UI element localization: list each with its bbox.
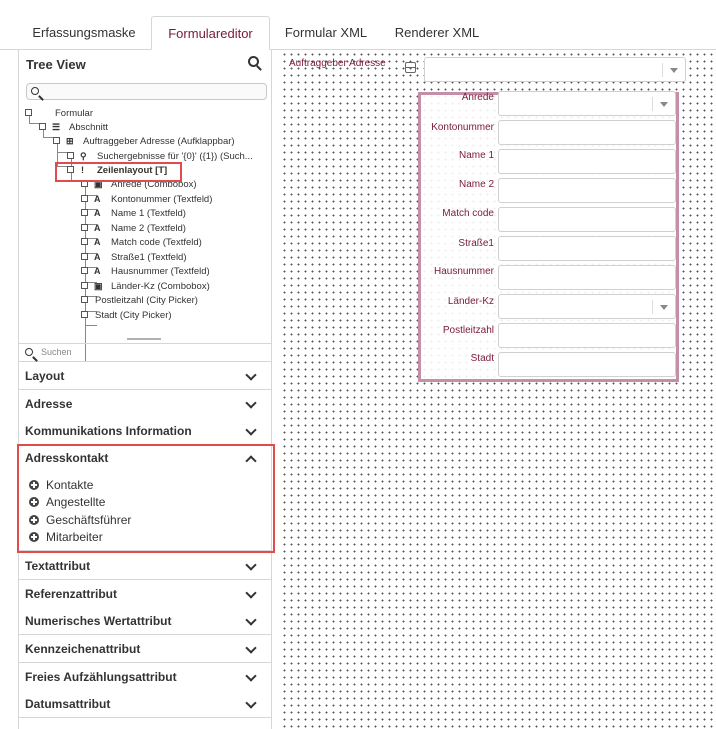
tree-view-header [19,50,271,78]
chevron-down-icon [245,670,256,681]
tree: Formular ☰ Abschnitt ⊞ Auftraggeber Adresse (Aufklappbar) ⚲ Suchergebnisse für '{0}' ({1}) (Such... ! Zeilenlayout [T] ▣ Anrede (Combobox) A Kontonummer (Textfeld) A Name 1 (Textfeld) A Name 2 (Textfeld) A Match code (Textfeld) A Straße1 (Textfeld) A Hausnummer (Textfeld) ▣ Länder-Kz (Combobox) Postleitzahl (City Picker) Stadt (City Picker) [19,102,271,382]
tab-formular-xml[interactable]: Formular XML [284,25,368,40]
section-adresse[interactable]: Adresse [19,390,271,418]
kontonummer-field[interactable] [498,120,676,145]
textfield-icon: A [94,266,101,276]
anrede-combobox[interactable] [498,91,676,116]
strasse1-field[interactable] [498,236,676,261]
field-label: Name 2 [458,179,494,190]
textfield-icon: A [94,194,101,204]
chevron-down-icon [245,397,256,408]
chevron-down-icon [245,559,256,570]
expand-icon: ⊞ [66,136,74,146]
chevron-down-icon [660,305,668,310]
field-label: Länder-Kz [447,296,494,307]
field-label: Stadt [470,353,494,364]
tree-view-title: Tree View [26,57,86,72]
chevron-down-icon [245,697,256,708]
match-code-field[interactable] [498,207,676,232]
chevron-down-icon [245,424,256,435]
textfield-icon: A [94,223,101,233]
tab-bar [0,0,716,50]
search-icon [31,87,39,95]
list-icon: ☰ [52,122,61,132]
hausnummer-field[interactable] [498,265,676,290]
field-label: Hausnummer [433,266,494,277]
section-combobox[interactable] [424,57,686,82]
highlight-box [55,162,182,182]
section-kennzeichenattribut[interactable]: Kennzeichenattribut [19,635,271,663]
section-label: Auftraggeber Adresse [289,58,386,69]
field-label: Postleitzahl [442,325,494,336]
textfield-icon: A [94,252,101,262]
section-numerisches-wertattribut[interactable]: Numerisches Wertattribut [19,607,271,635]
combobox-icon: ▣ [94,179,103,189]
laender-kz-combobox[interactable] [498,294,676,319]
tree-search-input[interactable] [26,83,267,100]
stadt-field[interactable] [498,352,676,377]
field-label: Match code [442,208,494,219]
tab-renderer-xml[interactable]: Renderer XML [394,25,480,40]
chevron-down-icon [670,68,678,73]
collapse-icon[interactable] [405,62,416,73]
tab-erfassungsmaske[interactable]: Erfassungsmaske [32,25,136,40]
textfield-icon: A [94,208,101,218]
section-freies-aufzaehlungsattribut[interactable]: Freies Aufzählungsattribut [19,663,271,691]
field-label: Name 1 [458,150,494,161]
section-kommunikations-information[interactable]: Kommunikations Information [19,417,271,445]
highlight-box [17,444,275,553]
section-layout[interactable]: Layout [19,362,271,390]
section-referenzattribut[interactable]: Referenzattribut [19,580,271,608]
chevron-down-icon [245,587,256,598]
panel-search-input[interactable]: Suchen [19,344,271,362]
combobox-icon: ▣ [94,281,103,291]
name1-field[interactable] [498,149,676,174]
search-icon: ⚲ [80,151,87,161]
field-label: Anrede [461,92,494,103]
chevron-down-icon [245,369,256,380]
section-textattribut[interactable]: Textattribut [19,552,271,580]
left-panel [18,50,272,729]
search-icon[interactable] [248,56,259,67]
chevron-down-icon [660,102,668,107]
exclamation-icon: ! [81,165,84,175]
section-datumsattribut[interactable]: Datumsattribut [19,690,271,718]
textfield-icon: A [94,237,101,247]
name2-field[interactable] [498,178,676,203]
chevron-down-icon [245,642,256,653]
field-label: Straße1 [458,238,494,249]
chevron-down-icon [245,614,256,625]
tab-formulareditor[interactable]: Formulareditor [151,16,270,50]
field-label: Kontonummer [431,122,494,133]
search-icon [25,348,33,356]
adresskontakt-list: Kontakte Angestellte Geschäftsführer Mitarbeiter [19,468,271,551]
section-adresskontakt[interactable]: Adresskontakt [19,444,271,472]
postleitzahl-field[interactable] [498,323,676,348]
